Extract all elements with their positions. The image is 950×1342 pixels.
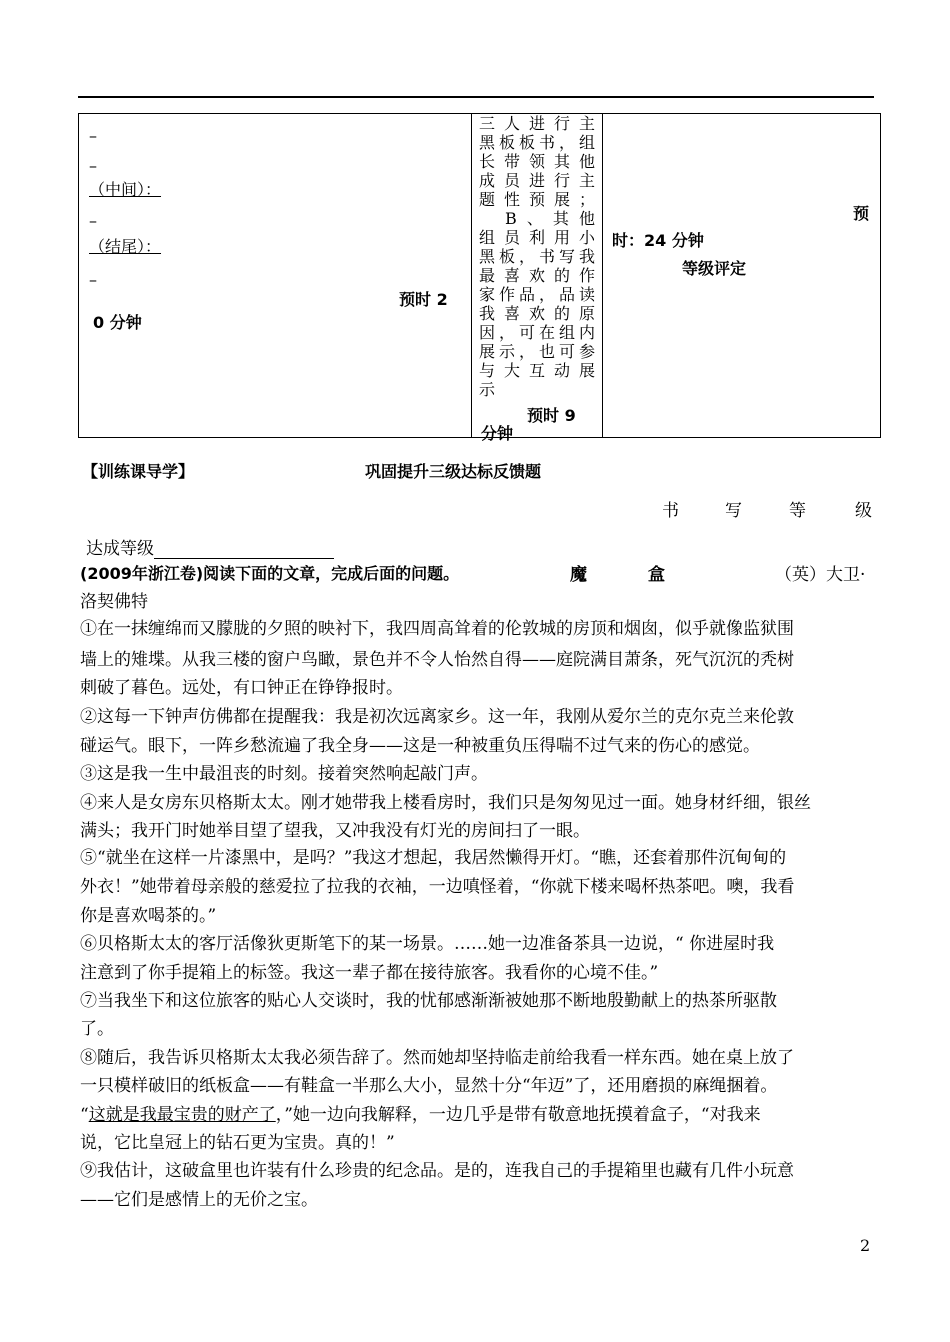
article-line: 注意到了你手提箱上的标签。我这一辈子都在接待旅客。我看你的心境不佳。” — [80, 963, 659, 983]
time-estimate-unit: 时：24 分钟 — [612, 231, 704, 250]
time-estimate-unit: 分钟 — [481, 424, 514, 443]
dash-line: – — [89, 126, 97, 145]
time-estimate-unit: 0 分钟 — [93, 313, 142, 332]
article-line: 一只模样破旧的纸板盒——有鞋盒一半那么大小，显然十分“年迈”了，还用磨损的麻绳捆着。 — [80, 1076, 778, 1096]
end-label: （结尾）： — [89, 237, 162, 256]
column2-text — [479, 114, 595, 399]
article-line: ④来人是女房东贝格斯太太。刚才她带我上楼看房时，我们只是匆匆见过一面。她身材纤细，银丝 — [80, 793, 811, 813]
text-line: 题性预展； — [479, 190, 595, 209]
article-author: （英）大卫· — [775, 565, 866, 585]
column-divider — [471, 114, 472, 437]
article-title-char: 魔 — [570, 565, 587, 585]
text-line: 我喜欢的原 — [479, 304, 595, 323]
writing-grade-char: 书 — [662, 501, 679, 521]
article-line: 碰运气。眼下，一阵乡愁流遍了我全身——这是一种被重负压得喘不过气来的伤心的感觉。 — [80, 736, 760, 756]
header-rule — [78, 96, 874, 98]
text-line: 最喜欢的作 — [479, 266, 595, 285]
article-title-char: 盒 — [648, 565, 665, 585]
text-line: 与大互动展 — [479, 361, 595, 380]
article-line: ③这是我一生中最沮丧的时刻。接着突然响起敲门声。 — [80, 764, 488, 784]
lesson-table — [78, 113, 881, 443]
text-line: 黑板板书，组 — [479, 133, 595, 152]
article-line: 了。 — [80, 1019, 114, 1039]
text-line: 长带领其他 — [479, 152, 595, 171]
article-line: ⑨我估计，这破盒里也许装有什么珍贵的纪念品。是的，连我自己的手提箱里也藏有几件小玩意 — [80, 1161, 794, 1181]
question-intro: (2009年浙江卷)阅读下面的文章，完成后面的问题。 — [80, 564, 460, 583]
article-line: ⑧随后，我告诉贝格斯太太我必须告辞了。然而她却坚持临走前给我看一样东西。她在桌上放了 — [80, 1048, 794, 1068]
article-line: ②这每一下钟声仿佛都在提醒我：我是初次远离家乡。这一年，我刚从爱尔兰的克尔克兰来伦敦 — [80, 707, 794, 727]
text-line: B、其他 — [479, 209, 595, 228]
text-line: 组员利用小 — [479, 228, 595, 247]
dash-line: – — [89, 156, 97, 175]
time-estimate: 预时 9 — [527, 406, 576, 425]
article-line: 外衣！”她带着母亲般的慈爱拉了拉我的衣袖，一边嗔怪着，“你就下楼来喝杯热茶吧。噢，我看 — [80, 877, 795, 897]
text-line: 成员进行主 — [479, 171, 595, 190]
writing-grade-char: 写 — [725, 501, 742, 521]
article-line: 刺破了暮色。远处，有口钟正在铮铮报时。 — [80, 678, 403, 698]
section-heading-center: 巩固提升三级达标反馈题 — [365, 462, 542, 481]
dash-line: – — [89, 270, 97, 289]
column-divider — [602, 114, 603, 437]
article-line: 你是喜欢喝茶的。” — [80, 906, 217, 926]
middle-label: （中间）： — [89, 180, 162, 199]
article-line: ⑦当我坐下和这位旅客的贴心人交谈时，我的忧郁感渐渐被她那不断地殷勤献上的热茶所驱散 — [80, 991, 777, 1011]
time-estimate: 预 — [853, 204, 870, 223]
article-line-quote: “这就是我最宝贵的财产了，”她一边向我解释，一边几乎是带有敬意地抚摸着盒子，“对我来 — [80, 1105, 761, 1125]
article-author-cont: 洛契佛特 — [80, 592, 148, 612]
text-line: 三人进行主 — [479, 114, 595, 133]
achieve-grade-label: 达成等级 — [86, 539, 154, 559]
page-number: 2 — [860, 1236, 871, 1255]
text-line: 示 — [479, 380, 496, 399]
writing-grade-char: 级 — [855, 501, 872, 521]
achieve-grade-row — [86, 534, 334, 559]
underlined-quote: 这就是我最宝贵的财产了 — [88, 1105, 276, 1125]
article-line: 满头；我开门时她举目望了望我，又冲我没有灯光的房间扫了一眼。 — [80, 821, 590, 841]
text-line: 展示，也可参 — [479, 342, 595, 361]
writing-grade-char: 等 — [789, 501, 806, 521]
grade-assessment-label: 等级评定 — [682, 259, 747, 278]
article-line: 墙上的雉堞。从我三楼的窗户鸟瞰，景色并不令人怡然自得——庭院满目萧条，死气沉沉的秃树 — [80, 650, 794, 670]
text-line: 家作品，品读 — [479, 285, 595, 304]
text-line: 黑板，书写我 — [479, 247, 595, 266]
time-estimate: 预时 2 — [399, 290, 448, 309]
achieve-grade-blank[interactable] — [154, 542, 334, 559]
section-heading-left: 【训练课导学】 — [82, 462, 195, 481]
article-line: ——它们是感情上的无价之宝。 — [80, 1190, 318, 1210]
article-line: ⑤“就坐在这样一片漆黑中，是吗？”我这才想起，我居然懒得开灯。“瞧，还套着那件沉甸甸的 — [80, 848, 787, 868]
article-line: 说，它比皇冠上的钻石更为宝贵。真的！” — [80, 1133, 395, 1153]
dash-line: – — [89, 211, 97, 230]
text-line: 因，可在组内 — [479, 323, 595, 342]
article-line: ①在一抹缠绵而又朦胧的夕照的映衬下，我四周高耸着的伦敦城的房顶和烟囱，似乎就像监狱围 — [80, 619, 794, 639]
article-line: ⑥贝格斯太太的客厅活像狄更斯笔下的某一场景。……她一边准备茶具一边说，“ 你进屋时我 — [80, 934, 775, 954]
